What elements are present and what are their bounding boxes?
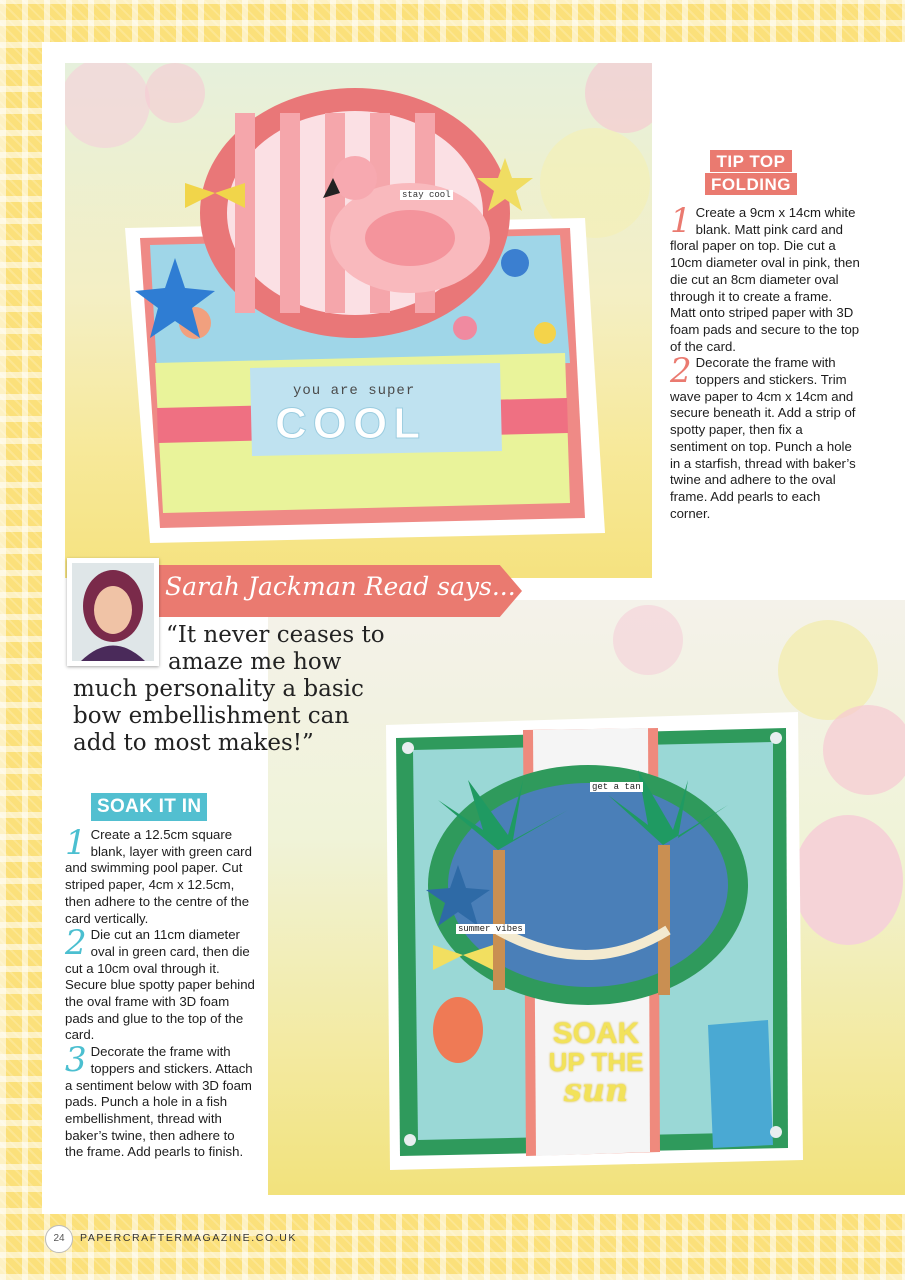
flamingo-card-photo bbox=[65, 63, 652, 578]
designer-name: Sarah Jackman Read says... bbox=[165, 572, 516, 601]
quote-line: amaze me how bbox=[168, 649, 342, 675]
soak-sentiment-line3: sun bbox=[563, 1071, 629, 1109]
quote-line: much personality a basic bbox=[73, 676, 364, 702]
soak-instructions bbox=[65, 823, 255, 1161]
step-text: Decorate the frame with toppers and stickers. Attach a sentiment below with 3D foam pads. Punch a hole in a fish embellishment, thread with baker’s twine, then adhere to the frame. Add pearls to finish. bbox=[65, 1044, 253, 1160]
get-a-tan-sticker: get a tan bbox=[592, 782, 641, 792]
step-text: Create a 9cm x 14cm white blank. Matt pink card and floral paper on top. Die cut a 10cm diameter oval in pink, then die cut an 8cm diameter oval through it to create a frame. Matt onto striped paper with 3D foam pads and secure to the top of the card. bbox=[670, 205, 860, 354]
step-number: 1 bbox=[670, 201, 692, 241]
step-number: 3 bbox=[65, 1040, 87, 1081]
soak-step-1 bbox=[65, 823, 255, 927]
quote-line: “It never ceases to bbox=[166, 622, 385, 648]
soak-sentiment bbox=[536, 1017, 656, 1109]
quote-line: add to most makes!” bbox=[73, 730, 314, 756]
designer-quote bbox=[73, 622, 393, 757]
tip-top-heading-line1: TIP TOP bbox=[710, 150, 791, 172]
soak-step-2 bbox=[65, 923, 255, 1044]
quote-line: bow embellishment can bbox=[73, 703, 350, 729]
soak-heading: SOAK IT IN bbox=[91, 793, 207, 821]
soak-step-3 bbox=[65, 1040, 255, 1161]
step-number: 2 bbox=[65, 923, 87, 964]
summer-vibes-sticker: summer vibes bbox=[458, 924, 523, 934]
step-text: Die cut an 11cm diameter oval in green card, then die cut a 10cm oval through it. Secure blue spotty paper behind the oval frame with 3D foam pads and glue to the top of the card. bbox=[65, 927, 255, 1043]
card-sentiment-top: you are super bbox=[293, 383, 416, 399]
tip-step-2 bbox=[670, 351, 860, 522]
magazine-url[interactable]: PAPERCRAFTERMAGAZINE.CO.UK bbox=[80, 1232, 298, 1244]
page-number: 24 bbox=[45, 1225, 73, 1253]
tip-top-heading bbox=[695, 150, 807, 196]
soak-sentiment-line2: UP THE bbox=[548, 1047, 644, 1077]
step-text: Decorate the frame with toppers and stickers. Trim wave paper to 4cm x 14cm and secure beneath it. Add a strip of spotty paper, then fix a sentiment on top. Punch a hole in a starfish, thread with baker’s twine and adhere to the oval frame. Add pearls to each corner. bbox=[670, 355, 856, 521]
flamingo-card-illustration bbox=[65, 63, 652, 578]
step-text: Create a 12.5cm square blank, layer with green card and swimming pool paper. Cut striped paper, 4cm x 12.5cm, then adhere to the centre of the card vertically. bbox=[65, 827, 252, 926]
tip-top-heading-line2: FOLDING bbox=[705, 173, 797, 195]
step-number: 1 bbox=[65, 823, 87, 863]
tip-top-instructions bbox=[670, 201, 860, 522]
stay-cool-sticker: stay cool bbox=[402, 190, 451, 200]
step-number: 2 bbox=[670, 351, 692, 392]
tip-step-1 bbox=[670, 201, 860, 355]
soak-sentiment-line1: SOAK bbox=[552, 1017, 640, 1050]
card-sentiment-big: COOL bbox=[275, 399, 427, 448]
